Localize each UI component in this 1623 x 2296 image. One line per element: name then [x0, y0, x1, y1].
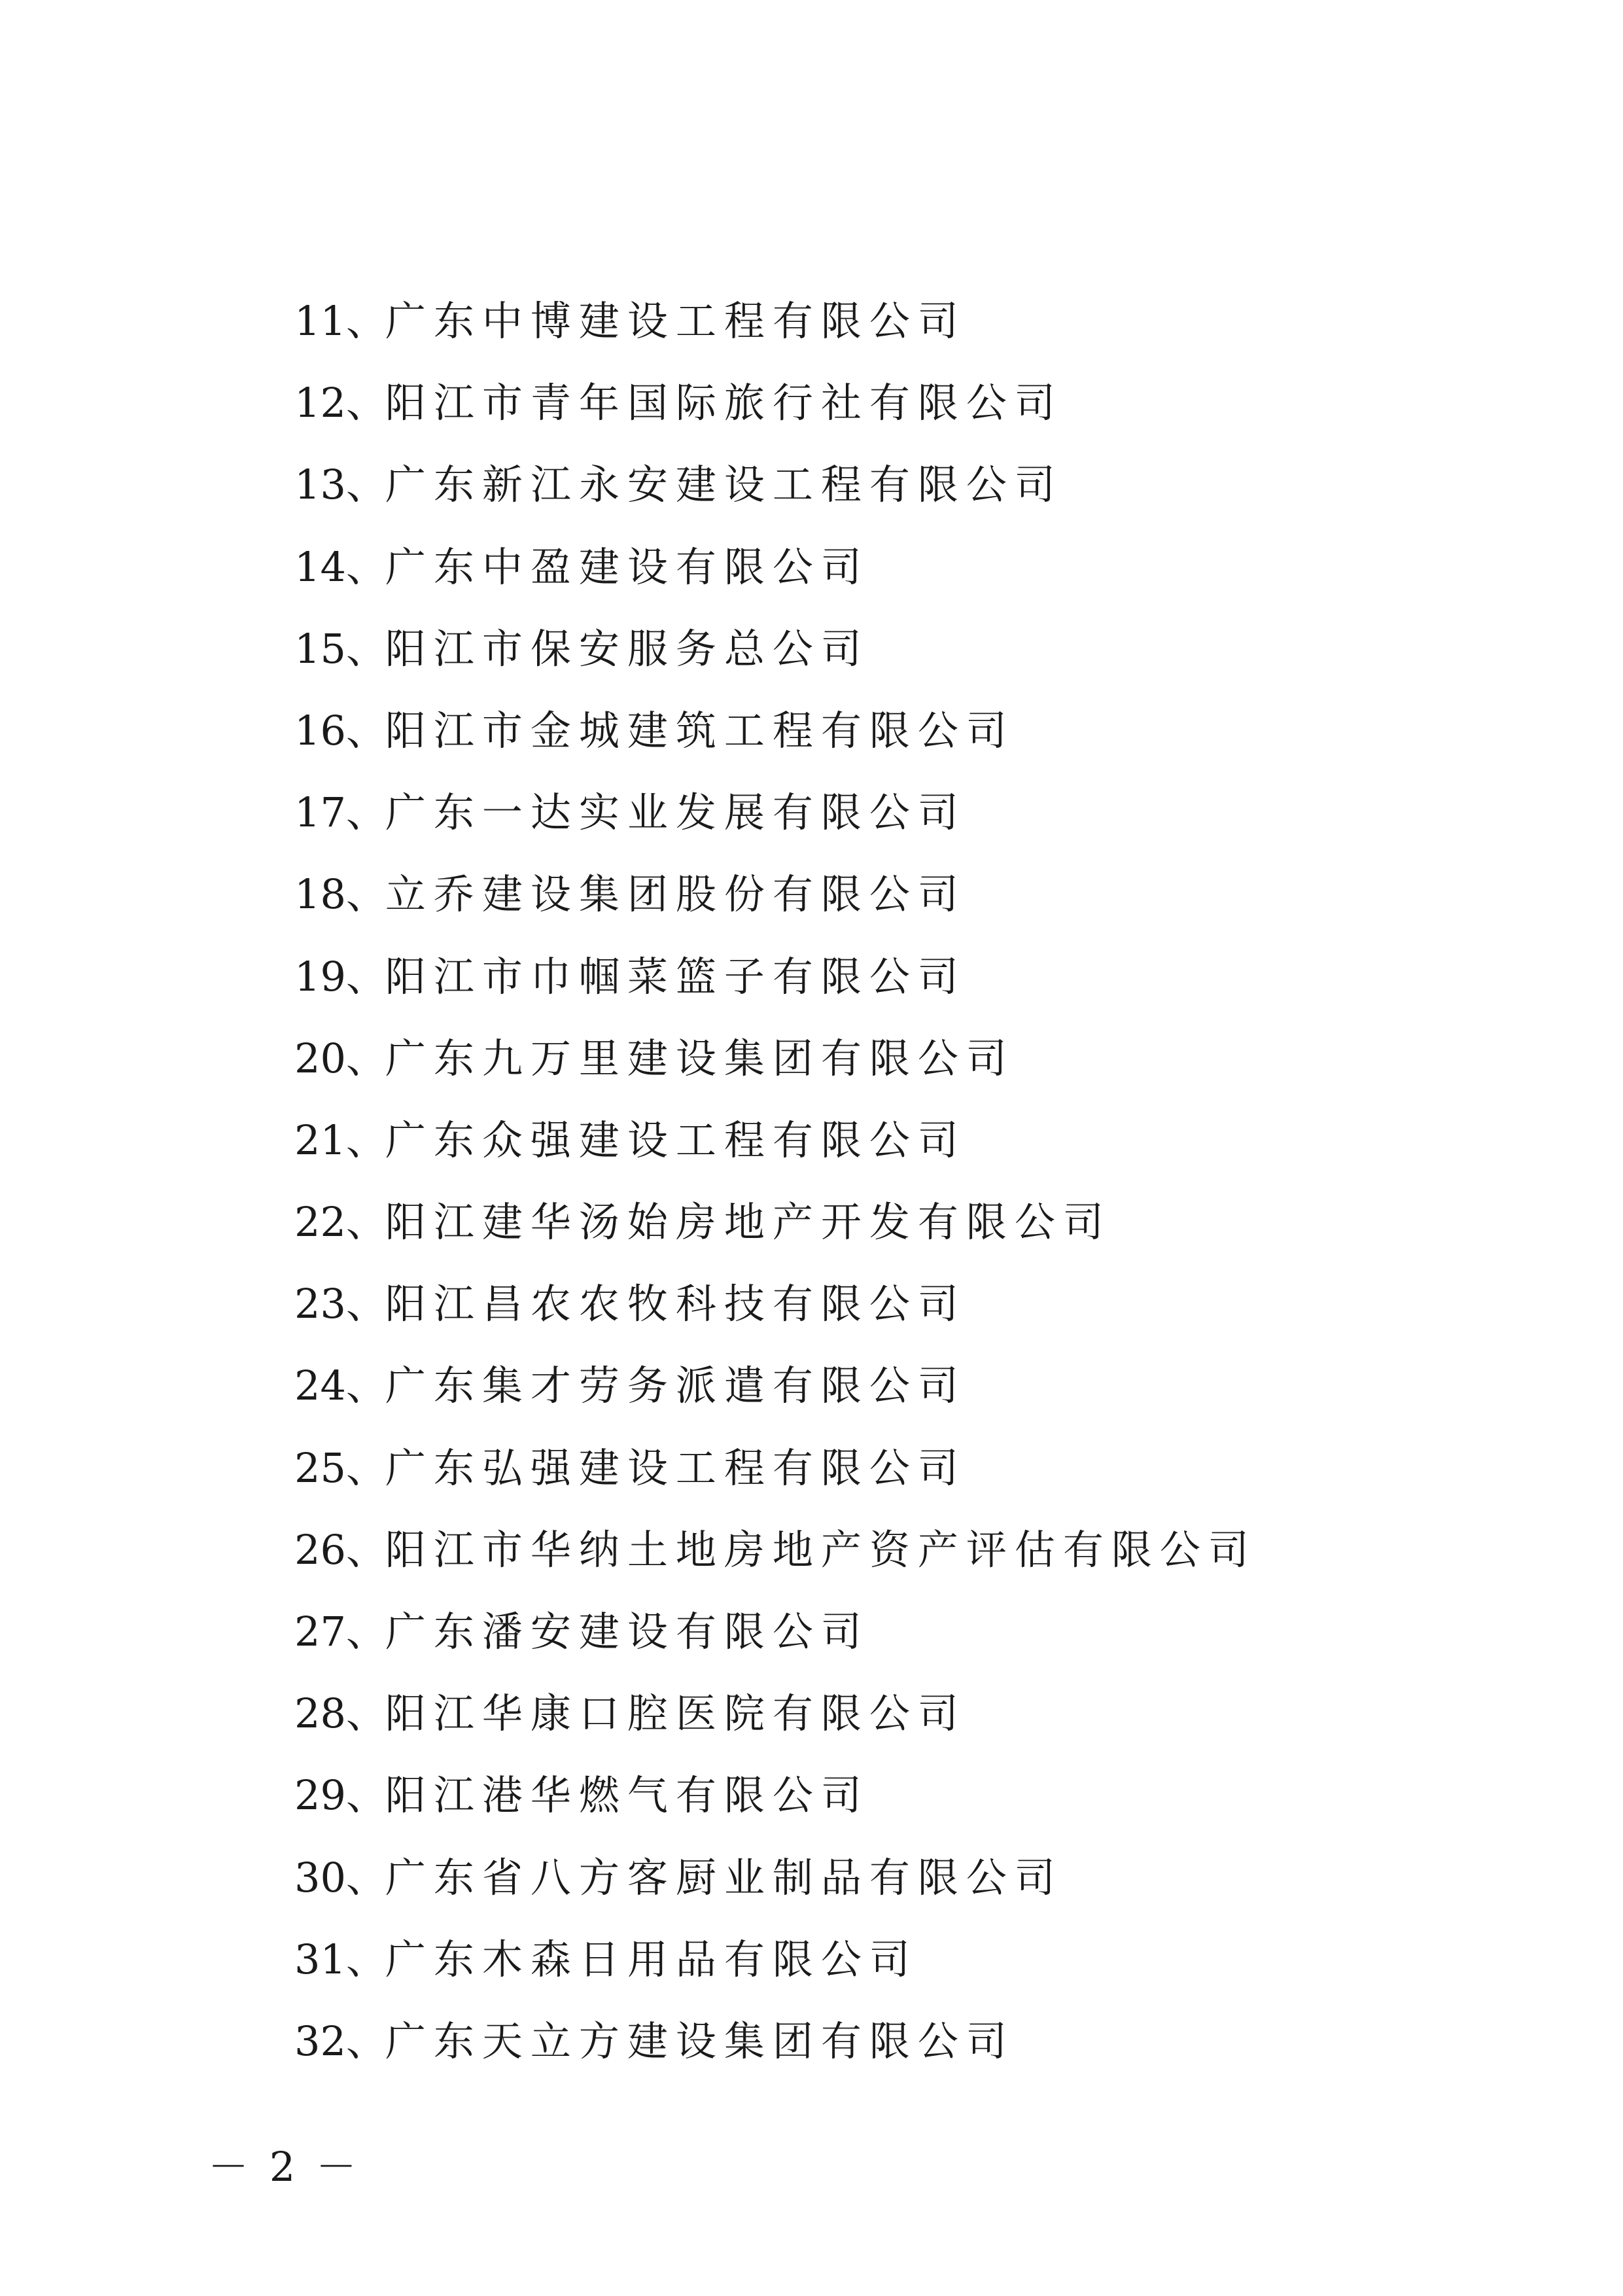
- item-separator: 、: [345, 1853, 387, 1901]
- item-separator: 、: [345, 297, 387, 345]
- list-item: [294, 1345, 1257, 1426]
- list-item: [294, 444, 1257, 525]
- item-number: 13: [294, 461, 346, 509]
- list-item: [294, 608, 1257, 690]
- company-name: 广东九万里建设集团有限公司: [385, 1034, 1015, 1082]
- list-item: [294, 771, 1257, 853]
- item-number: 29: [294, 1771, 346, 1820]
- item-separator: 、: [345, 1608, 387, 1655]
- item-number: 25: [294, 1443, 346, 1492]
- item-number: 28: [294, 1689, 346, 1738]
- item-number: 23: [294, 1280, 346, 1328]
- item-separator: 、: [345, 1280, 387, 1328]
- item-number: 19: [294, 952, 346, 1000]
- list-item: [294, 362, 1257, 444]
- item-separator: 、: [345, 788, 387, 837]
- company-name: 广东省八方客厨业制品有限公司: [385, 1853, 1063, 1901]
- list-item: [294, 1017, 1257, 1099]
- page-number: － 2 －: [208, 2143, 360, 2191]
- item-separator: 、: [345, 2017, 387, 2065]
- item-separator: 、: [345, 624, 387, 673]
- item-separator: 、: [345, 1935, 387, 1983]
- item-separator: 、: [345, 1362, 387, 1410]
- company-name: 阳江市保安服务总公司: [385, 624, 869, 673]
- company-name: 广东集才劳务派遣有限公司: [385, 1362, 966, 1410]
- item-separator: 、: [345, 706, 387, 754]
- list-item: [294, 526, 1257, 608]
- company-name: 广东潘安建设有限公司: [385, 1608, 869, 1655]
- item-number: 32: [294, 2017, 346, 2065]
- item-separator: 、: [345, 542, 387, 591]
- item-separator: 、: [345, 1771, 387, 1820]
- item-separator: 、: [345, 952, 387, 1000]
- item-separator: 、: [345, 870, 387, 919]
- item-separator: 、: [345, 1116, 387, 1164]
- item-number: 14: [294, 542, 346, 591]
- list-item: [294, 280, 1257, 362]
- list-item: [294, 1591, 1257, 1672]
- item-separator: 、: [345, 1198, 387, 1246]
- item-number: 24: [294, 1362, 346, 1410]
- list-item: [294, 1263, 1257, 1345]
- list-item: [294, 1672, 1257, 1754]
- item-separator: 、: [345, 461, 387, 509]
- list-item: [294, 1427, 1257, 1509]
- company-name: 广东中博建设工程有限公司: [385, 297, 966, 345]
- company-name: 立乔建设集团股份有限公司: [385, 870, 966, 919]
- list-item: [294, 1099, 1257, 1181]
- company-name: 广东中盈建设有限公司: [385, 542, 869, 591]
- item-separator: 、: [345, 1525, 387, 1574]
- item-number: 16: [294, 706, 346, 754]
- company-name: 阳江市青年国际旅行社有限公司: [385, 379, 1063, 427]
- company-name: 阳江昌农农牧科技有限公司: [385, 1280, 966, 1328]
- list-item: [294, 853, 1257, 935]
- item-number: 30: [294, 1853, 346, 1901]
- item-number: 18: [294, 870, 346, 919]
- list-item: [294, 2000, 1257, 2082]
- company-name: 广东众强建设工程有限公司: [385, 1116, 966, 1164]
- item-number: 26: [294, 1525, 346, 1574]
- company-name: 阳江市巾帼菜篮子有限公司: [385, 952, 966, 1000]
- list-item: [294, 1509, 1257, 1591]
- company-name: 广东新江永安建设工程有限公司: [385, 461, 1063, 509]
- company-name: 阳江港华燃气有限公司: [385, 1771, 869, 1820]
- list-item: [294, 1837, 1257, 1918]
- list-item: [294, 1918, 1257, 2000]
- company-name: 广东弘强建设工程有限公司: [385, 1443, 966, 1492]
- item-number: 12: [294, 379, 346, 427]
- company-name: 阳江市金城建筑工程有限公司: [385, 706, 1015, 754]
- item-separator: 、: [345, 1443, 387, 1492]
- item-number: 22: [294, 1198, 346, 1246]
- company-name: 阳江市华纳土地房地产资产评估有限公司: [385, 1525, 1257, 1574]
- item-separator: 、: [345, 1034, 387, 1082]
- list-item: [294, 690, 1257, 771]
- item-number: 31: [294, 1935, 346, 1983]
- list-item: [294, 1754, 1257, 1836]
- item-number: 20: [294, 1034, 346, 1082]
- company-list: [294, 280, 1257, 2082]
- company-name: 广东一达实业发展有限公司: [385, 788, 966, 837]
- item-number: 11: [294, 297, 346, 345]
- list-item: [294, 1181, 1257, 1263]
- item-number: 21: [294, 1116, 346, 1164]
- item-number: 15: [294, 624, 346, 673]
- item-separator: 、: [345, 1689, 387, 1738]
- item-separator: 、: [345, 379, 387, 427]
- company-name: 广东木森日用品有限公司: [385, 1935, 918, 1983]
- item-number: 17: [294, 788, 346, 837]
- company-name: 阳江建华汤始房地产开发有限公司: [385, 1198, 1111, 1246]
- item-number: 27: [294, 1608, 346, 1655]
- company-name: 阳江华康口腔医院有限公司: [385, 1689, 966, 1738]
- list-item: [294, 936, 1257, 1017]
- company-name: 广东天立方建设集团有限公司: [385, 2017, 1015, 2065]
